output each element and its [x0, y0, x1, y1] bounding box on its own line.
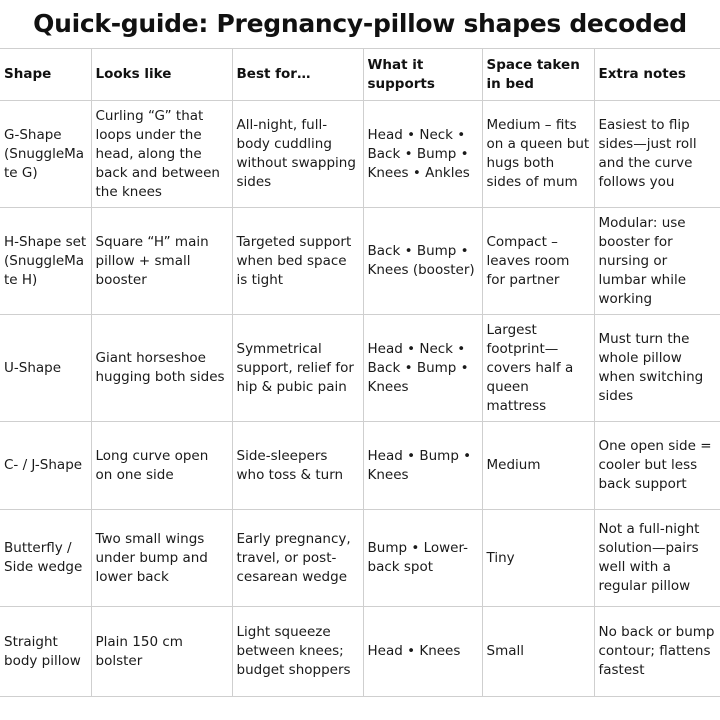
cell-looks-like: Two small wings under bump and lower back — [91, 510, 232, 607]
cell-supports: Back • Bump • Knees (booster) — [363, 208, 482, 315]
table-row — [0, 510, 720, 607]
cell-shape: G-Shape (SnuggleMate G) — [0, 101, 91, 208]
cell-notes: One open side = cooler but less back support — [594, 422, 720, 510]
cell-notes: Modular: use booster for nursing or lumbar while working — [594, 208, 720, 315]
cell-notes: No back or bump contour; flattens fastest — [594, 607, 720, 697]
cell-supports: Bump • Lower-back spot — [363, 510, 482, 607]
cell-best-for: Side-sleepers who toss & turn — [232, 422, 363, 510]
table-row — [0, 607, 720, 697]
header-best-for: Best for… — [232, 49, 363, 101]
cell-supports: Head • Knees — [363, 607, 482, 697]
cell-space: Medium — [482, 422, 594, 510]
cell-notes: Must turn the whole pillow when switching sides — [594, 315, 720, 422]
cell-shape: C- / J-Shape — [0, 422, 91, 510]
cell-best-for: Early pregnancy, travel, or post-cesarean wedge — [232, 510, 363, 607]
cell-looks-like: Square “H” main pillow + small booster — [91, 208, 232, 315]
pillow-comparison-table — [0, 48, 720, 697]
header-shape: Shape — [0, 49, 91, 101]
header-extra-notes: Extra notes — [594, 49, 720, 101]
cell-best-for: Light squeeze between knees; budget shoppers — [232, 607, 363, 697]
cell-looks-like: Long curve open on one side — [91, 422, 232, 510]
table-row — [0, 315, 720, 422]
cell-shape: H-Shape set (SnuggleMate H) — [0, 208, 91, 315]
cell-space: Largest footprint—covers half a queen mattress — [482, 315, 594, 422]
cell-shape: U-Shape — [0, 315, 91, 422]
table-row — [0, 208, 720, 315]
cell-best-for: All-night, full-body cuddling without swapping sides — [232, 101, 363, 208]
cell-looks-like: Plain 150 cm bolster — [91, 607, 232, 697]
table-header-row — [0, 49, 720, 101]
cell-space: Tiny — [482, 510, 594, 607]
cell-notes: Easiest to flip sides—just roll and the curve follows you — [594, 101, 720, 208]
header-what-it-supports: What it supports — [363, 49, 482, 101]
cell-looks-like: Giant horseshoe hugging both sides — [91, 315, 232, 422]
table-row — [0, 422, 720, 510]
cell-space: Compact – leaves room for partner — [482, 208, 594, 315]
cell-notes: Not a full-night solution—pairs well with a regular pillow — [594, 510, 720, 607]
cell-supports: Head • Neck • Back • Bump • Knees • Ankles — [363, 101, 482, 208]
page-title: Quick-guide: Pregnancy-pillow shapes decoded — [33, 9, 687, 38]
header-space-taken: Space taken in bed — [482, 49, 594, 101]
header-looks-like: Looks like — [91, 49, 232, 101]
cell-looks-like: Curling “G” that loops under the head, along the back and between the knees — [91, 101, 232, 208]
cell-best-for: Targeted support when bed space is tight — [232, 208, 363, 315]
table-row — [0, 101, 720, 208]
cell-shape: Straight body pillow — [0, 607, 91, 697]
cell-shape: Butterfly / Side wedge — [0, 510, 91, 607]
cell-supports: Head • Neck • Back • Bump • Knees — [363, 315, 482, 422]
cell-space: Medium – fits on a queen but hugs both sides of mum — [482, 101, 594, 208]
cell-space: Small — [482, 607, 594, 697]
cell-supports: Head • Bump • Knees — [363, 422, 482, 510]
cell-best-for: Symmetrical support, relief for hip & pubic pain — [232, 315, 363, 422]
